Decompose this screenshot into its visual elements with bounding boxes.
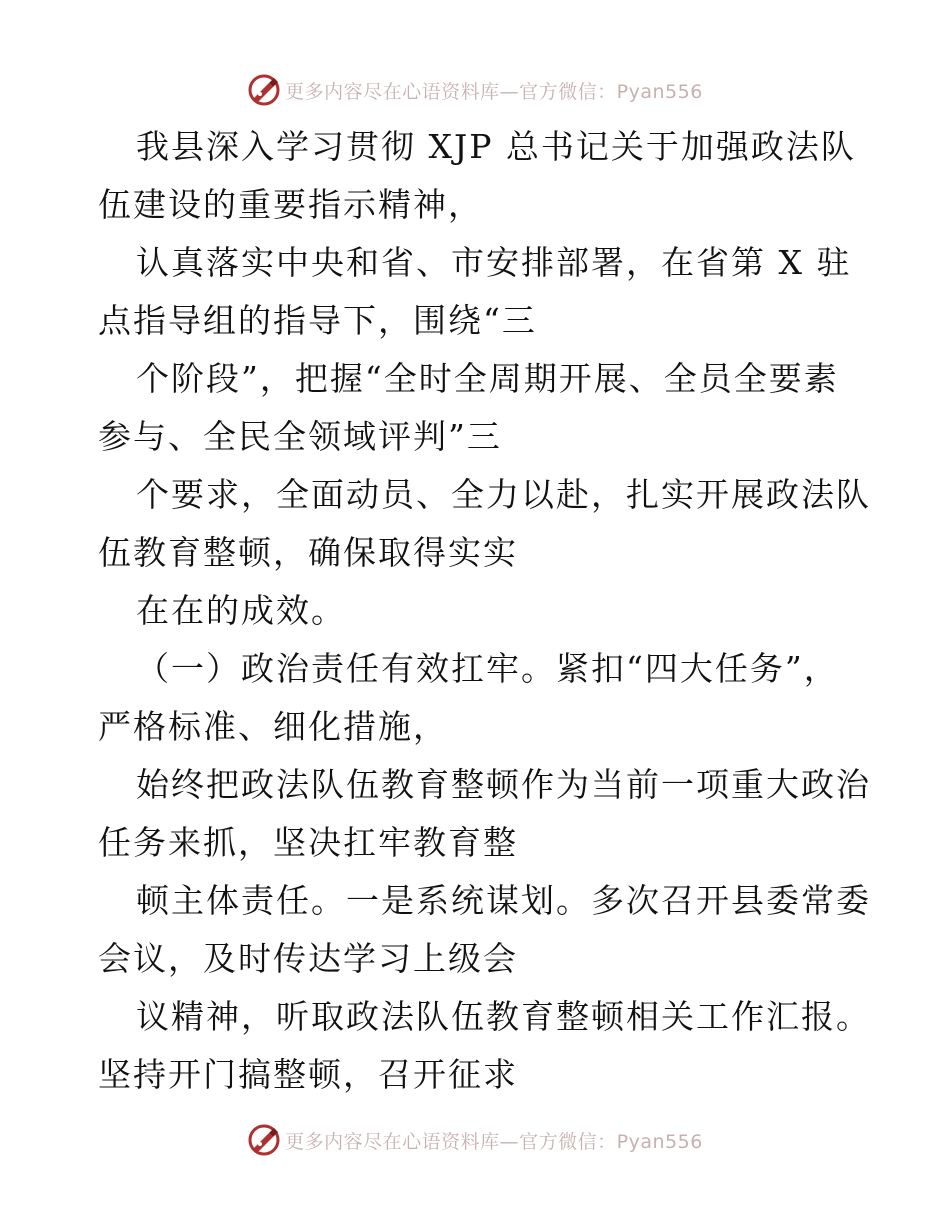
body-line: 任务来抓，坚决扛牢教育整 bbox=[98, 823, 518, 862]
footer-banner bbox=[0, 1120, 950, 1160]
body-line: 顿主体责任。一是系统谋划。多次召开县委常委 bbox=[136, 881, 871, 920]
body-line: 始终把政法队伍教育整顿作为当前一项重大政治 bbox=[136, 765, 871, 804]
footer-banner-text: 更多内容尽在心语资料库—官方微信：Pyan556 bbox=[285, 1130, 703, 1153]
body-line: 个阶段”，把握“全时全周期开展、全员全要素 bbox=[136, 359, 839, 398]
body-line: 伍教育整顿，确保取得实实 bbox=[98, 533, 518, 572]
pen-logo-icon bbox=[247, 73, 281, 107]
body-line: 会议，及时传达学习上级会 bbox=[98, 939, 518, 978]
header-banner-text: 更多内容尽在心语资料库—官方微信：Pyan556 bbox=[285, 80, 703, 103]
body-line: 参与、全民全领域评判”三 bbox=[98, 417, 502, 456]
body-line: 严格标准、细化措施， bbox=[98, 707, 448, 746]
body-line: （一）政治责任有效扛牢。紧扣“四大任务”， bbox=[136, 649, 839, 688]
body-line: 伍建设的重要指示精神， bbox=[98, 185, 483, 224]
body-line: 议精神，听取政法队伍教育整顿相关工作汇报。 bbox=[136, 997, 871, 1036]
body-line: 坚持开门搞整顿，召开征求 bbox=[98, 1055, 518, 1094]
pen-logo-icon bbox=[247, 1123, 281, 1157]
body-line: 个要求，全面动员、全力以赴，扎实开展政法队 bbox=[136, 475, 871, 514]
body-line: 认真落实中央和省、市安排部署，在省第 X 驻 bbox=[136, 243, 852, 282]
body-line: 在在的成效。 bbox=[136, 591, 346, 630]
body-line: 点指导组的指导下，围绕“三 bbox=[98, 301, 537, 340]
header-banner bbox=[0, 70, 950, 110]
body-line: 我县深入学习贯彻 XJP 总书记关于加强政法队 bbox=[136, 127, 856, 166]
document-body bbox=[98, 118, 871, 1104]
